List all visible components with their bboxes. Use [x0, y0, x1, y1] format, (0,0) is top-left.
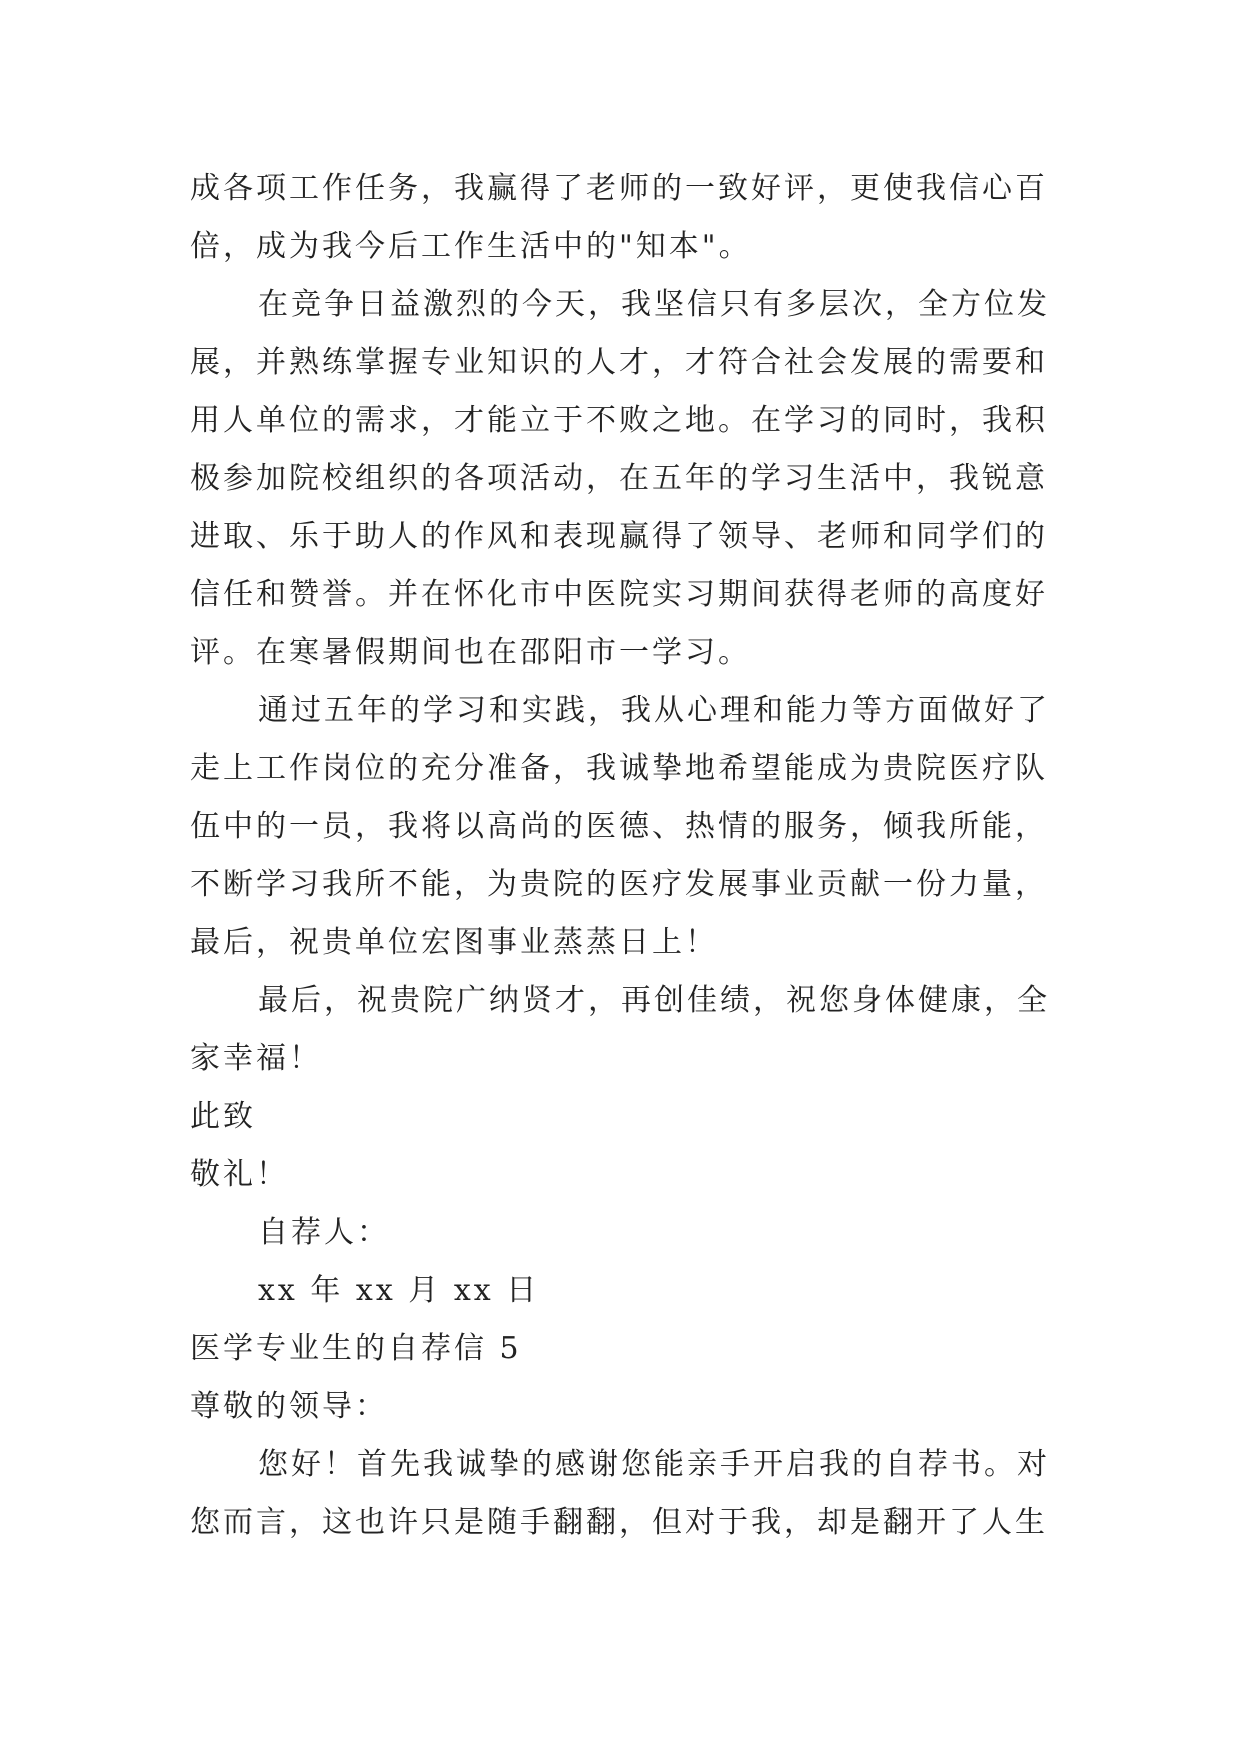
- section-heading: 医学专业生的自荐信 5: [190, 1331, 522, 1366]
- paragraph-start-line: 通过五年的学习和实践，我从心理和能力等方面做好了: [258, 693, 1050, 728]
- paragraph-start-line: 您好！首先我诚挚的感谢您能亲手开启我的自荐书。对: [258, 1447, 1050, 1482]
- paragraph-start-line: 最后，祝贵院广纳贤才，再创佳绩，祝您身体健康，全: [258, 983, 1050, 1018]
- signature-date: xx 年 xx 月 xx 日: [258, 1273, 540, 1308]
- text-line: 最后，祝贵单位宏图事业蒸蒸日上！: [190, 925, 718, 960]
- closing-salutation: 此致: [190, 1099, 256, 1134]
- text-line: 成各项工作任务，我赢得了老师的一致好评，更使我信心百: [190, 171, 1048, 206]
- text-line: 不断学习我所不能，为贵院的医疗发展事业贡献一份力量，: [190, 867, 1048, 902]
- text-line: 家幸福！: [190, 1041, 322, 1076]
- paragraph-start-line: 在竞争日益激烈的今天，我坚信只有多层次，全方位发: [258, 287, 1050, 322]
- text-line: 展，并熟练掌握专业知识的人才，才符合社会发展的需要和: [190, 345, 1048, 380]
- text-line: 极参加院校组织的各项活动，在五年的学习生活中，我锐意: [190, 461, 1048, 496]
- text-line: 评。在寒暑假期间也在邵阳市一学习。: [190, 635, 751, 670]
- text-line: 进取、乐于助人的作风和表现赢得了领导、老师和同学们的: [190, 519, 1048, 554]
- text-line: 用人单位的需求，才能立于不败之地。在学习的同时，我积: [190, 403, 1048, 438]
- greeting: 尊敬的领导：: [190, 1389, 388, 1424]
- signature-label: 自荐人：: [258, 1215, 390, 1250]
- closing-regards: 敬礼！: [190, 1157, 289, 1192]
- text-line: 信任和赞誉。并在怀化市中医院实习期间获得老师的高度好: [190, 577, 1048, 612]
- document-body: [190, 160, 1050, 1552]
- text-line: 您而言，这也许只是随手翻翻，但对于我，却是翻开了人生: [190, 1505, 1048, 1540]
- text-line: 伍中的一员，我将以高尚的医德、热情的服务，倾我所能，: [190, 809, 1048, 844]
- text-line: 倍，成为我今后工作生活中的"知本"。: [190, 229, 752, 264]
- text-line: 走上工作岗位的充分准备，我诚挚地希望能成为贵院医疗队: [190, 751, 1048, 786]
